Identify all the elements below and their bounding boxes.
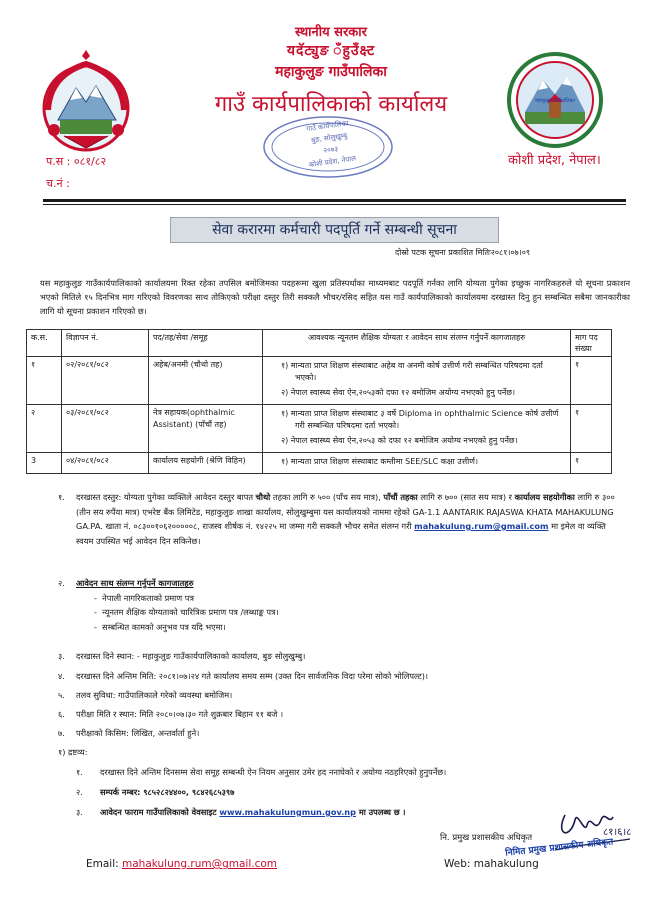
remark-number: १. xyxy=(76,767,83,777)
officer-title: नि. प्रमुख प्रशासकीय अधिकृत xyxy=(440,833,533,843)
requirement-line: १) मान्यता प्राप्त शिक्षण संस्थाबाट कम्तीमा SEE/SLC कक्षा उत्तीर्ण। xyxy=(281,457,478,466)
note-text: तलव सुविधा: गाउँपालिकाले गरेको व्यवस्था बमोजिम। xyxy=(76,690,233,700)
note-bold: पाँचौं तहका xyxy=(383,492,418,502)
note-4 xyxy=(40,669,620,684)
requirement-line: १) मान्यता प्राप्त शिक्षण संस्थाबाट ३ वर्षे Diploma in ophthalmic Science कोर्ष उत्तीर्ण गरी सम्बन्धित परिषदमा दर्ता भएको। xyxy=(281,409,559,430)
note-text: परीक्षा मिति र स्थान: मिति २०८०।०७।३० गते शुक्रबार बिहान ११ बजे । xyxy=(76,709,284,719)
note-number: ४. xyxy=(58,671,65,681)
cell-count: १ xyxy=(571,453,612,474)
cell-adv: ०३/२०८१/०८२ xyxy=(62,405,149,453)
email-label: Email: xyxy=(86,858,119,870)
remark-text: आवेदन फाराम गाउँपालिकाको वेवसाइट xyxy=(100,807,217,817)
table-row xyxy=(27,405,612,453)
logo-caption: महाकुलुङ गाउँपालिका xyxy=(535,98,575,104)
cell-requirements xyxy=(263,357,571,405)
note-text: लागि रु ७०० (सात सय मात्र) र xyxy=(420,492,512,502)
table-row xyxy=(27,453,612,474)
website-link[interactable]: www.mahakulungmun.gov.np xyxy=(219,807,356,817)
note-number: ५. xyxy=(58,690,65,700)
remark-number: ३. xyxy=(76,807,83,817)
header-municipality-name: महाकुलुङ गाउँपालिका xyxy=(275,64,387,80)
note-number: २. xyxy=(58,578,65,588)
col-header-adv: विज्ञापन नं. xyxy=(62,330,149,357)
note-text: दरखास्त दिने अन्तिम मिति: २०८१।०७।२४ गते कार्यालय समय सम्म (उक्त दिन सार्वजनिक विदा परेमा सोको भोलिपल्ट)। xyxy=(76,671,429,681)
notice-title: सेवा करारमा कर्मचारी पदपूर्ति गर्ने सम्बन्धी सूचना xyxy=(170,217,499,243)
cell-post: कार्यालय सहयोगी (श्रेणि विहिन) xyxy=(149,453,263,474)
header-divider-thin xyxy=(43,204,626,205)
note-7 xyxy=(40,726,620,741)
cell-count: १ xyxy=(571,357,612,405)
cell-post: नेत्र सहायक(ophthalmic Assistant) (पाँचौं तह) xyxy=(149,405,263,453)
cell-adv: ०२/२०८१/०८२ xyxy=(62,357,149,405)
remark-number: २. xyxy=(76,787,83,797)
dispatch-number: च.नं : xyxy=(46,177,70,190)
stamp-line: बुङ, सोलुखुम्बु xyxy=(310,131,348,145)
list-item: - सम्बन्धित कामको अनुभव पत्र यदि भएमा। xyxy=(94,621,226,632)
note-heading: आवेदन साथ संलग्न गर्नुपर्ने कागजातहरु xyxy=(76,578,194,588)
stamp-line: २०७३ xyxy=(323,144,339,155)
note-number: १. xyxy=(58,492,65,502)
note-text: तहका लागि रु ५०० (पाँच सय मात्र), xyxy=(272,492,381,502)
cell-requirements xyxy=(263,453,571,474)
note-bold: कार्यालय सहयोगीका xyxy=(514,492,575,502)
cell-post: अहेब/अनमी (चौथो तह) xyxy=(149,357,263,405)
note-bold: चौथो xyxy=(255,492,271,502)
header-script-name: यदॅट्युङ ँहुउँक्ष्ट xyxy=(286,43,376,59)
reference-number: प.स : ०८१/८२ xyxy=(46,155,107,168)
table-header-row xyxy=(27,330,612,357)
note-text: मा इमेल वा व्यक्ति स्वयम उपस्थित भई आवेदन दिन सकिनेछ। xyxy=(76,521,606,546)
list-item: - न्यूनतम शैक्षिक योग्यताको चारित्रिक प्रमाण पत्र /लब्धाङ्क पत्र। xyxy=(94,607,279,617)
cell-adv: ०४/२०८१/०८२ xyxy=(62,453,149,474)
footer-email xyxy=(86,858,277,870)
col-header-post: पद/तह/सेवा /समूह xyxy=(149,330,263,357)
note-number: ३. xyxy=(58,651,65,661)
province-label: कोशी प्रदेश, नेपाल। xyxy=(508,153,601,168)
cell-count: १ xyxy=(571,405,612,453)
remark-text: मा उपलब्ध छ । xyxy=(358,807,406,817)
officer-stamp: निमित प्रमुख प्रशासकीय अधिकृत xyxy=(504,837,614,859)
note-text: परीक्षाको किसिम: लिखित, अन्तर्वार्ता हुने। xyxy=(76,728,200,738)
svg-text:८१।६।८: ८१।६।८ xyxy=(603,827,632,838)
note-5 xyxy=(40,688,620,703)
list-item-text: न्यूनतम शैक्षिक योग्यताको चारित्रिक प्रमाण पत्र /लब्धाङ्क पत्र। xyxy=(102,607,279,617)
col-header-sn: क.स. xyxy=(27,330,62,357)
cell-requirements xyxy=(263,405,571,453)
note-1 xyxy=(40,490,620,548)
requirement-line: २) नेपाल स्वास्थ्य सेवा ऐन,२०५३ को दफा १२ बमोजिम अयोग्य नभएको हुनु पर्नेछ। xyxy=(281,436,518,445)
stamp-line: कोशी प्रदेश, नेपाल xyxy=(308,154,357,170)
note-number: ७. xyxy=(58,728,65,738)
notice-intro: यस महाकुलुङ गाउँकार्यपालिकाको कार्यालयमा रिक्त रहेका तपसिल बमोजिमका पदहरूमा खुला प्रतिस्पर्धाका माध्यमबाट पदपूर्ति गर्नका लागि योग्यता पुगेका इच्छुक नागरिकहरुले यो सूचना प्रकाशन भएको मितिले १५ दिनभित्र माग गरिएको विवरणका साथ तोकिएको परीक्षा दस्तुर तिरी सक्कलै भौचर/रसिद सहित यस गाउँ कार्यपालिकाको कार्यालयमा दरखास्त दिनु हुन सम्बन्धित सबैमा जानकारीका लागि यो सूचना प्रकाशन गरिएको छ। xyxy=(40,278,630,317)
table-row xyxy=(27,357,612,405)
list-item: - नेपाली नागरिकताको प्रमाण पत्र xyxy=(94,592,194,603)
header-local-government: स्थानीय सरकार xyxy=(295,25,367,40)
email-link[interactable]: mahakulung.rum@gmail.com xyxy=(414,521,549,531)
note-text: दरखास्त दिने स्थान: - महाकुलुङ गाउँकार्यपालिकाको कार्यालय, बुङ सोलुखुम्बु। xyxy=(76,651,306,661)
remarks-heading: १) द्रष्टव्य: xyxy=(58,747,88,757)
note-3 xyxy=(40,649,620,664)
remark-text: दरखास्त दिने अन्तिम दिनसम्म सेवा समूह सम्बन्धी ऐन नियम अनुसार उमेर हद ननाघेको र अयोग्य नठहरिएको हुनुपर्नेछ। xyxy=(100,767,447,777)
col-header-count: माग पद संख्या xyxy=(571,330,612,357)
cell-sn: 3 xyxy=(27,453,62,474)
vacancy-table xyxy=(26,329,612,474)
note-text: लागि रु ३०० (तीन सय रुपैंया मात्र) एभरेष्ट बैंक लिमिटेड, महाकुलुङ शाखा कार्यालय, सोलुखुम्बुमा यस कार्यालयको नाममा रहेको GA-1.1 AANTARIK RAJASWA KHATA MAHAKULUNG GA.PA. खाता नं. ०८३००१०६२०००००८, राजस्व शीर्षक नं. १४२२५ मा जम्मा गरी सक्कलै भौचर समेत संलग्न गरी xyxy=(76,492,615,531)
list-item-text: सम्बन्धित कामको अनुभव पत्र यदि भएमा। xyxy=(102,621,226,632)
header-office-name: गाउँ कार्यपालिकाको कार्यालय xyxy=(214,92,448,117)
stamp-line: गाउँ कार्यपालिका xyxy=(305,119,350,134)
requirement-line: २) नेपाल स्वास्थ्य सेवा ऐन,२०५३को दफा १२ बमोजिम अयोग्य नभएको हुनु पर्नेछ। xyxy=(281,388,515,397)
footer-web: Web: mahakulung xyxy=(444,858,539,870)
note-text: दरखास्त दस्तुर: योग्यता पुगेका व्यक्तिले आवेदन दस्तुर बापत xyxy=(76,492,254,502)
nepal-emblem-icon xyxy=(30,50,142,162)
note-6 xyxy=(40,707,620,722)
footer-email-link[interactable]: mahakulung.rum@gmail.com xyxy=(122,858,278,870)
cell-sn: २ xyxy=(27,405,62,453)
remark-1 xyxy=(40,765,620,780)
col-header-requirements: आवश्यक न्यूनतम शैक्षिक योग्यता र आवेदन साथ संलग्न गर्नुपर्ने कागजातहरु xyxy=(263,330,571,357)
note-number: ६. xyxy=(58,709,65,719)
contact-numbers: सम्पर्क नम्बर: ९८५२८२४४००, ९८४२६८५३९७ xyxy=(100,787,235,797)
list-item-text: नेपाली नागरिकताको प्रमाण पत्र xyxy=(102,592,194,603)
publication-date: दोस्रो पटक सूचना प्रकाशित मितिः२०८१।०७।०९ xyxy=(395,248,531,257)
requirement-line: १) मान्यता प्राप्त शिक्षण संस्थाबाट अहेब वा अनमी कोर्ष उत्तीर्ण गरी सम्बन्धित परिषदमा दर्ता भएको। xyxy=(281,361,543,382)
header-divider xyxy=(43,199,626,202)
cell-sn: १ xyxy=(27,357,62,405)
note-2 xyxy=(40,576,620,634)
